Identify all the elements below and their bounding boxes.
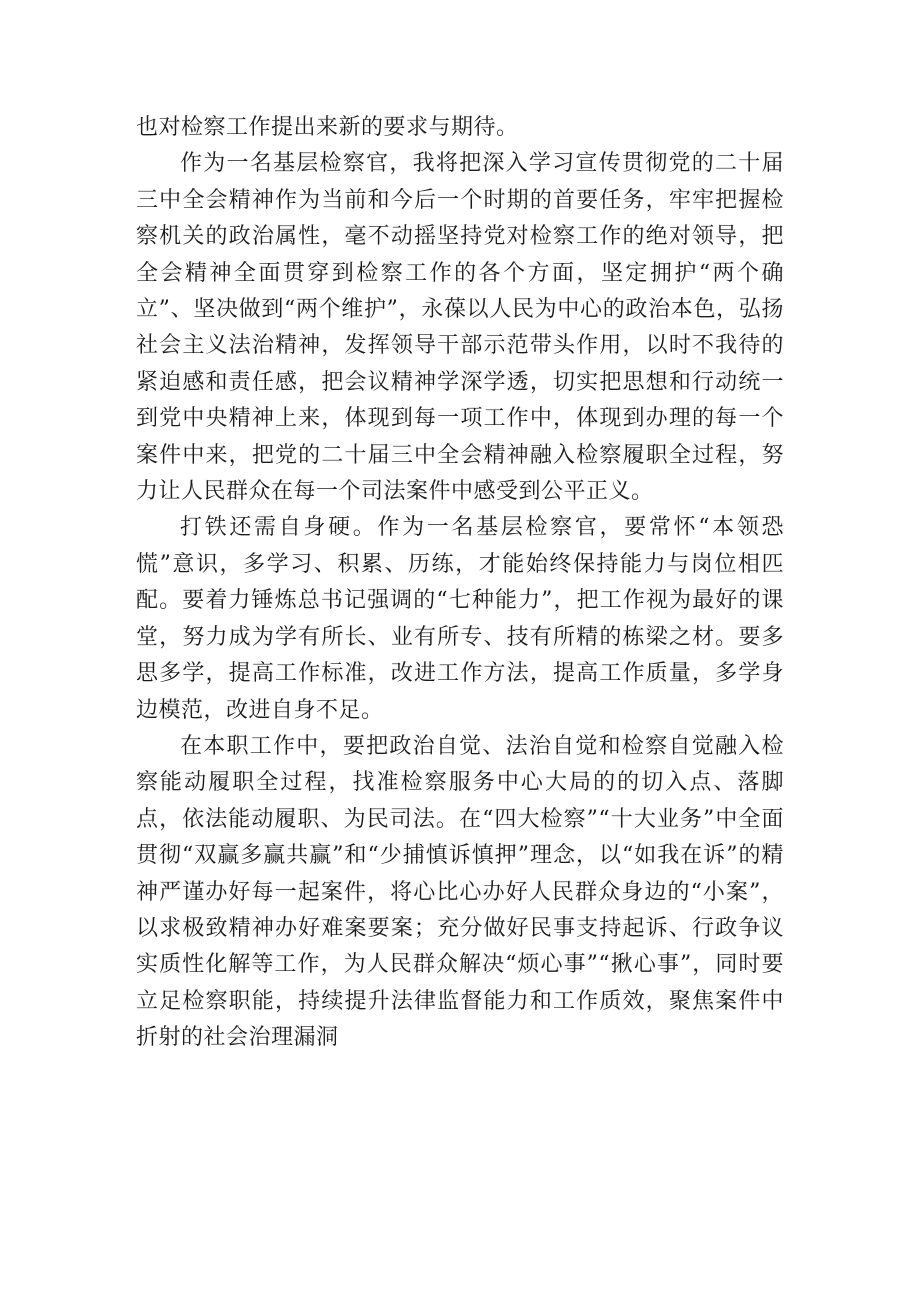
document-body [136, 110, 784, 1057]
paragraph-continuation: 也对检察工作提出来新的要求与期待。 [136, 115, 519, 140]
paragraph-study-plenary-spirit: 作为一名基层检察官，我将把深入学习宣传贯彻党的二十届三中全会精神作为当前和今后一个时期的首要任务，牢牢把握检察机关的政治属性，毫不动摇坚持党对检察工作的绝对领导，把全会精神全面贯穿到检察工作的各个方面，坚定拥护“两个确立”、坚决做到“两个维护”，永葆以人民为中心的政治本色，弘扬社会主义法治精神，发挥领导干部示范带头作用，以时不我待的紧迫感和责任感，把会议精神学深学透，切实把思想和行动统一到党中央精神上来，体现到每一项工作中，体现到办理的每一个案件中来，把党的二十届三中全会精神融入检察履职全过程，努力让人民群众在每一个司法案件中感受到公平正义。 [136, 151, 784, 505]
paragraph-duty-performance: 在本职工作中，要把政治自觉、法治自觉和检察自觉融入检察能动履职全过程，找准检察服务中心大局的的切入点、落脚点，依法能动履职、为民司法。在“四大检察”“十大业务”中全面贯彻“双赢多赢共赢”和“少捕慎诉慎押”理念，以“如我在诉”的精神严谨办好每一起案件，将心比心办好人民群众身边的“小案”，以求极致精神办好难案要案；充分做好民事支持起诉、行政争议实质性化解等工作，为人民群众解决“烦心事”“揪心事”，同时要立足检察职能，持续提升法律监督能力和工作质效，聚焦案件中折射的社会治理漏洞 [136, 733, 784, 1051]
paragraph-self-improvement: 打铁还需自身硬。作为一名基层检察官，要常怀“本领恐慌”意识，多学习、积累、历练，才能始终保持能力与岗位相匹配。要着力锤炼总书记强调的“七种能力”，把工作视为最好的课堂，努力成为学有所长、业有所专、技有所精的栋梁之材。要多思多学，提高工作标准，改进工作方法，提高工作质量，多学身边模范，改进自身不足。 [136, 515, 784, 723]
